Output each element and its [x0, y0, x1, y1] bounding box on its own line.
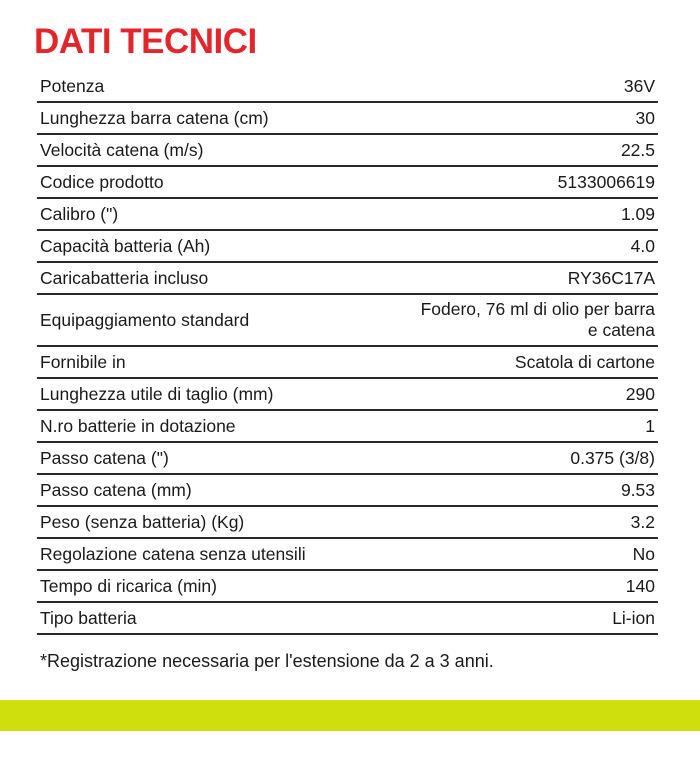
spec-label: Regolazione catena senza utensili	[40, 543, 306, 564]
spec-row-caricabatteria	[37, 263, 658, 295]
accent-band	[0, 700, 700, 731]
spec-value: RY36C17A	[567, 267, 655, 288]
spec-label: Calibro (")	[40, 203, 119, 224]
spec-label: Codice prodotto	[40, 171, 164, 192]
spec-row-regolazione-catena	[37, 539, 658, 571]
spec-label: N.ro batterie in dotazione	[40, 415, 236, 436]
spec-label: Potenza	[40, 75, 105, 96]
spec-value: 3.2	[630, 511, 655, 532]
spec-row-calibro	[37, 199, 658, 231]
spec-label: Fornibile in	[40, 351, 126, 372]
spec-label: Passo catena (")	[40, 447, 169, 468]
spec-value: Fodero, 76 ml di olio per barra e catena	[420, 299, 655, 340]
spec-row-batterie-dotazione	[37, 411, 658, 443]
spec-row-lunghezza-barra	[37, 103, 658, 135]
spec-value: 1	[645, 415, 655, 436]
spec-value: 4.0	[630, 235, 655, 256]
spec-label: Peso (senza batteria) (Kg)	[40, 511, 245, 532]
spec-label: Caricabatteria incluso	[40, 267, 209, 288]
spec-row-equipaggiamento	[37, 295, 658, 347]
spec-label: Tempo di ricarica (min)	[40, 575, 217, 596]
spec-value: 30	[635, 107, 655, 128]
spec-row-peso	[37, 507, 658, 539]
spec-label: Lunghezza utile di taglio (mm)	[40, 383, 274, 404]
spec-label: Lunghezza barra catena (cm)	[40, 107, 269, 128]
spec-value: 1.09	[620, 203, 655, 224]
spec-row-velocita-catena	[37, 135, 658, 167]
spec-value: Scatola di cartone	[514, 351, 655, 372]
specs-table	[37, 71, 658, 635]
spec-row-passo-catena-pollici	[37, 443, 658, 475]
spec-label: Tipo batteria	[40, 607, 137, 628]
spec-row-codice-prodotto	[37, 167, 658, 199]
spec-value: 9.53	[620, 479, 655, 500]
spec-value: No	[632, 543, 655, 564]
spec-label: Capacità batteria (Ah)	[40, 235, 211, 256]
spec-row-tempo-ricarica	[37, 571, 658, 603]
footnote: *Registrazione necessaria per l'estensione da 2 a 3 anni.	[40, 651, 494, 671]
spec-label: Passo catena (mm)	[40, 479, 192, 500]
spec-row-capacita-batteria	[37, 231, 658, 263]
spec-label: Equipaggiamento standard	[40, 309, 250, 330]
page-title: DATI TECNICI	[34, 22, 257, 61]
spec-value: 22.5	[620, 139, 655, 160]
spec-value: 36V	[623, 75, 655, 96]
spec-value: 0.375 (3/8)	[570, 447, 655, 468]
spec-row-tipo-batteria	[37, 603, 658, 635]
spec-row-lunghezza-taglio	[37, 379, 658, 411]
spec-value: 140	[625, 575, 655, 596]
spec-row-fornibile-in	[37, 347, 658, 379]
spec-value: 5133006619	[557, 171, 655, 192]
spec-row-passo-catena-mm	[37, 475, 658, 507]
spec-label: Velocità catena (m/s)	[40, 139, 204, 160]
spec-value: Li-ion	[612, 607, 655, 628]
spec-row-potenza	[37, 71, 658, 103]
spec-value: 290	[625, 383, 655, 404]
